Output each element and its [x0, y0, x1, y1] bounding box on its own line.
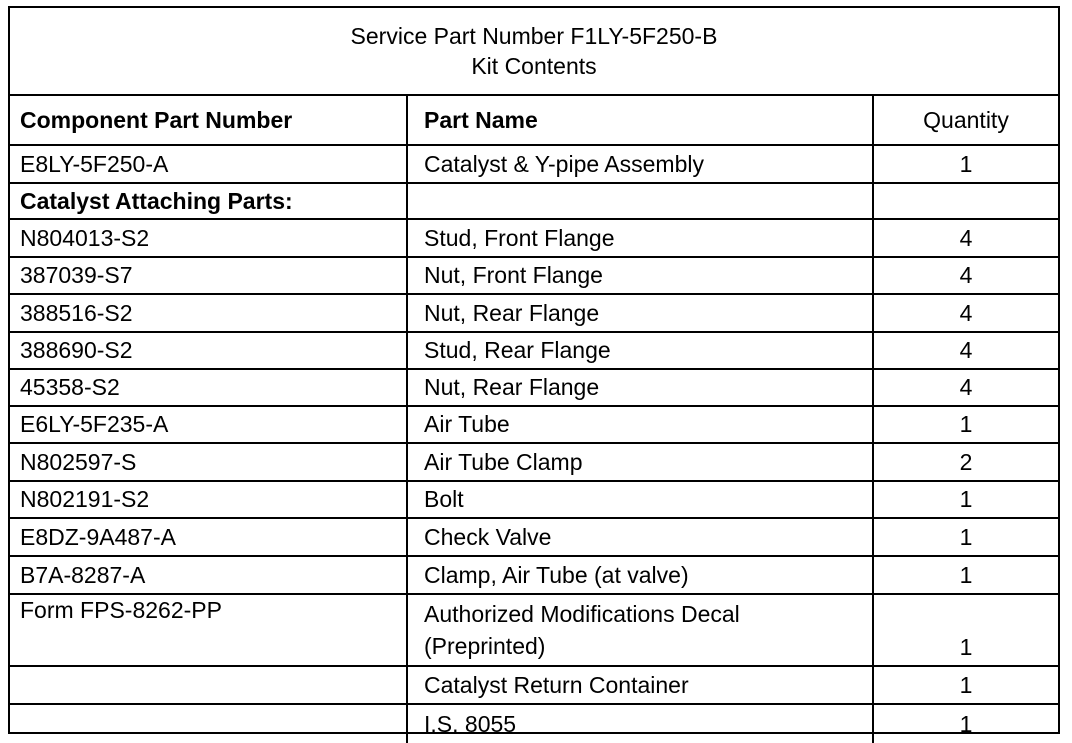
table-row	[10, 258, 1058, 295]
part-name: Stud, Front Flange	[408, 220, 874, 256]
component-part-number: 45358-S2	[10, 370, 408, 405]
header-row	[10, 96, 1058, 146]
part-name: Check Valve	[408, 519, 874, 555]
table-row	[10, 444, 1058, 482]
quantity	[874, 184, 1058, 218]
component-part-number: N802191-S2	[10, 482, 408, 517]
table-row	[10, 220, 1058, 258]
quantity: 1	[959, 486, 973, 512]
quantity: 1	[959, 671, 973, 698]
table-row	[10, 407, 1058, 444]
table-row	[10, 146, 1058, 184]
part-name: Clamp, Air Tube (at valve)	[408, 557, 874, 593]
table-row	[10, 370, 1058, 407]
header-part-name: Part Name	[408, 96, 874, 144]
header-component-part-number: Component Part Number	[10, 96, 408, 144]
part-name	[408, 184, 874, 218]
table-title	[10, 8, 1058, 96]
table-row	[10, 705, 1058, 743]
header-quantity: Quantity	[923, 106, 1009, 133]
component-part-number	[10, 705, 408, 743]
quantity: 4	[959, 337, 973, 363]
component-part-number: E8DZ-9A487-A	[10, 519, 408, 555]
component-part-number: 387039-S7	[10, 258, 408, 293]
component-part-number: B7A-8287-A	[10, 557, 408, 593]
part-name: I.S. 8055	[408, 705, 874, 743]
quantity: 1	[959, 634, 973, 660]
part-name: Bolt	[408, 482, 874, 517]
component-part-number: E6LY-5F235-A	[10, 407, 408, 442]
quantity: 4	[959, 224, 973, 251]
table-row	[10, 519, 1058, 557]
quantity: 1	[959, 561, 973, 588]
component-part-number: Form FPS-8262-PP	[10, 595, 408, 665]
part-name: Catalyst Return Container	[408, 667, 874, 703]
quantity: 4	[959, 374, 973, 400]
component-part-number: 388516-S2	[10, 295, 408, 331]
quantity: 1	[959, 411, 973, 437]
part-name-line2: (Preprinted)	[424, 633, 546, 659]
quantity: 2	[959, 448, 973, 475]
part-name: Air Tube Clamp	[408, 444, 874, 480]
section-label: Catalyst Attaching Parts:	[10, 184, 408, 218]
table-row	[10, 333, 1058, 370]
component-part-number: N802597-S	[10, 444, 408, 480]
part-name: Nut, Rear Flange	[408, 295, 874, 331]
quantity: 4	[959, 262, 973, 288]
table-row	[10, 595, 1058, 667]
part-name: Nut, Front Flange	[408, 258, 874, 293]
component-part-number: E8LY-5F250-A	[10, 146, 408, 182]
table-row	[10, 667, 1058, 705]
component-part-number: 388690-S2	[10, 333, 408, 368]
part-name: Air Tube	[408, 407, 874, 442]
part-name: Nut, Rear Flange	[408, 370, 874, 405]
table-row	[10, 295, 1058, 333]
table-row	[10, 482, 1058, 519]
kit-contents-table	[8, 6, 1060, 737]
table-body	[10, 96, 1058, 743]
quantity: 1	[959, 150, 973, 177]
quantity: 4	[959, 299, 973, 326]
component-part-number	[10, 667, 408, 703]
part-name	[408, 595, 874, 665]
section-row	[10, 184, 1058, 220]
quantity: 1	[959, 523, 973, 550]
part-name: Stud, Rear Flange	[408, 333, 874, 368]
part-name: Catalyst & Y-pipe Assembly	[408, 146, 874, 182]
component-part-number: N804013-S2	[10, 220, 408, 256]
service-part-number-title: Service Part Number F1LY-5F250-B	[350, 23, 718, 49]
quantity: 1	[959, 710, 973, 737]
kit-contents-subtitle: Kit Contents	[471, 53, 597, 79]
part-name-line1: Authorized Modifications Decal	[424, 601, 740, 627]
table-row	[10, 557, 1058, 595]
